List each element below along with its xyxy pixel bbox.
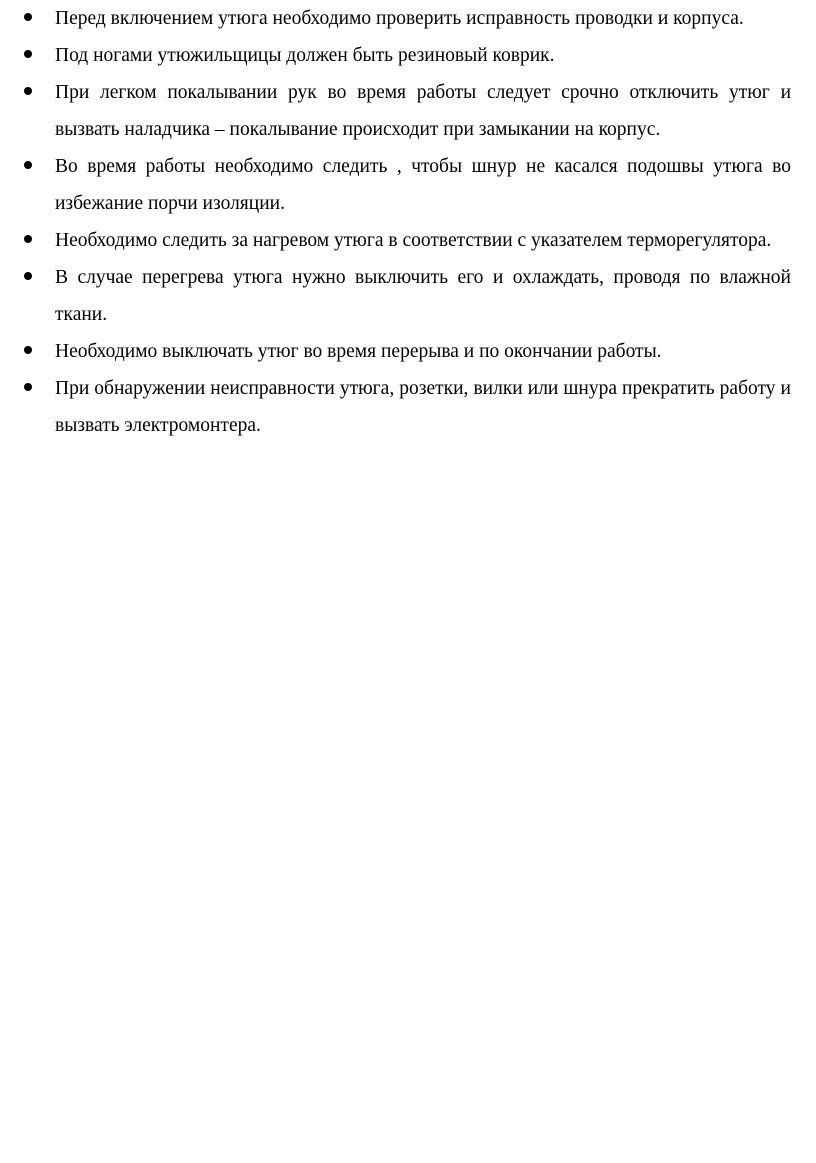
list-item xyxy=(24,148,791,222)
list-item-text: В случае перегрева утюга нужно выключить его и охлаждать, проводя по влажной ткани. xyxy=(55,267,791,325)
list-item xyxy=(24,370,791,444)
bullet-dot-icon xyxy=(24,235,32,243)
bullet-dot-icon xyxy=(24,383,32,391)
list-item-text: Необходимо следить за нагревом утюга в соответствии с указателем терморегулятора. xyxy=(55,230,772,251)
safety-rules-list xyxy=(24,0,791,444)
list-item-text: Под ногами утюжильщицы должен быть резиновый коврик. xyxy=(55,45,555,66)
list-item xyxy=(24,222,791,259)
list-item xyxy=(24,0,791,37)
bullet-dot-icon xyxy=(24,13,32,21)
bullet-dot-icon xyxy=(24,87,32,95)
bullet-dot-icon xyxy=(24,272,32,280)
list-item-text: При обнаружении неисправности утюга, розетки, вилки или шнура прекратить работу и вызвать электромонтера. xyxy=(55,378,791,436)
list-item-text: Во время работы необходимо следить , чтобы шнур не касался подошвы утюга во избежание порчи изоляции. xyxy=(55,156,791,214)
bullet-dot-icon xyxy=(24,50,32,58)
list-item xyxy=(24,37,791,74)
bullet-dot-icon xyxy=(24,346,32,354)
list-item xyxy=(24,74,791,148)
list-item-text: Необходимо выключать утюг во время перерыва и по окончании работы. xyxy=(55,341,662,362)
bullet-dot-icon xyxy=(24,161,32,169)
list-item-text: Перед включением утюга необходимо проверить исправность проводки и корпуса. xyxy=(55,8,744,29)
list-item-text: При легком покалывании рук во время работы следует срочно отключить утюг и вызвать наладчика – покалывание происходит при замыкании на корпус. xyxy=(55,82,791,140)
list-item xyxy=(24,333,791,370)
list-item xyxy=(24,259,791,333)
